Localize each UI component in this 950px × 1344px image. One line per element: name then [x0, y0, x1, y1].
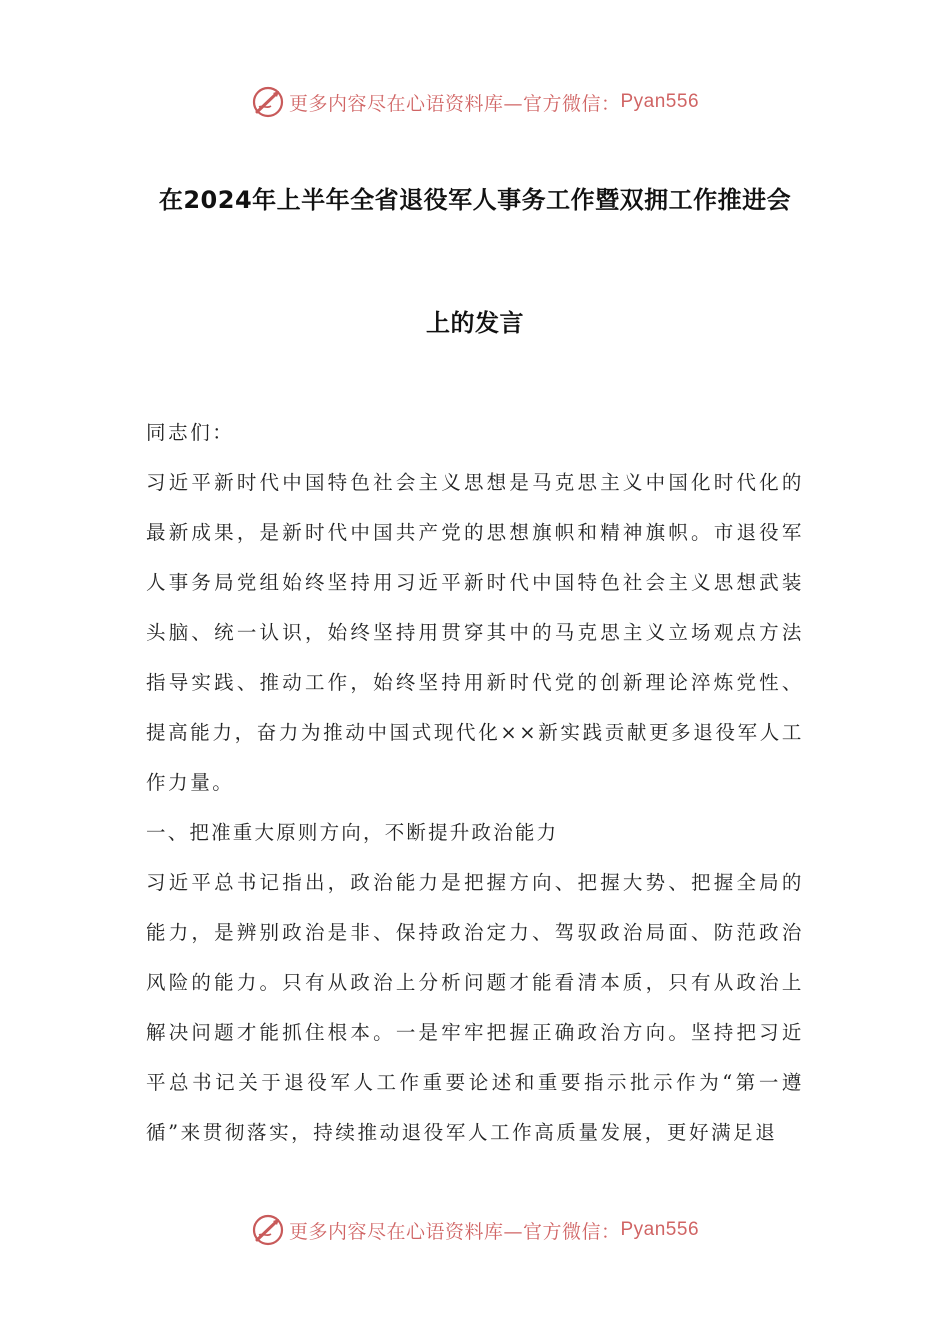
watermark-wechat-id: Pyan556 [620, 91, 700, 112]
document-title-line2: 上的发言 [426, 309, 524, 337]
paragraph-1: 习近平新时代中国特色社会主义思想是马克思主义中国化时代化的最新成果，是新时代中国共产党的思想旗帜和精神旗帜。市退役军人事务局党组始终坚持用习近平新时代中国特色社会主义思想武装头脑、统一认识，始终坚持用贯穿其中的马克思主义立场观点方法指导实践、推动工作，始终坚持用新时代党的创新理论淬炼党性、提高能力，奋力为推动中国式现代化××新实践贡献更多退役军人工作力量。 [146, 471, 804, 794]
pen-logo-icon [251, 85, 285, 119]
document-title-line1: 在2024年上半年全省退役军人事务工作暨双拥工作推进会 [158, 186, 792, 214]
salutation: 同志们： [146, 421, 235, 444]
document-body [146, 408, 804, 1158]
pen-logo-icon [251, 1213, 285, 1247]
watermark-text: 更多内容尽在心语资料库—官方微信： [288, 92, 621, 115]
watermark-header [0, 82, 950, 122]
watermark-wechat-id: Pyan556 [620, 1219, 700, 1240]
watermark-text: 更多内容尽在心语资料库—官方微信： [288, 1220, 621, 1243]
section-1-heading: 一、把准重大原则方向，不断提升政治能力 [146, 821, 559, 844]
watermark-footer [0, 1210, 950, 1250]
paragraph-2: 习近平总书记指出，政治能力是把握方向、把握大势、把握全局的能力，是辨别政治是非、保持政治定力、驾驭政治局面、防范政治风险的能力。只有从政治上分析问题才能看清本质，只有从政治上解决问题才能抓住根本。一是牢牢把握正确政治方向。坚持把习近平总书记关于退役军人工作重要论述和重要指示批示作为“第一遵循”来贯彻落实，持续推动退役军人工作高质量发展，更好满足退 [146, 871, 804, 1144]
